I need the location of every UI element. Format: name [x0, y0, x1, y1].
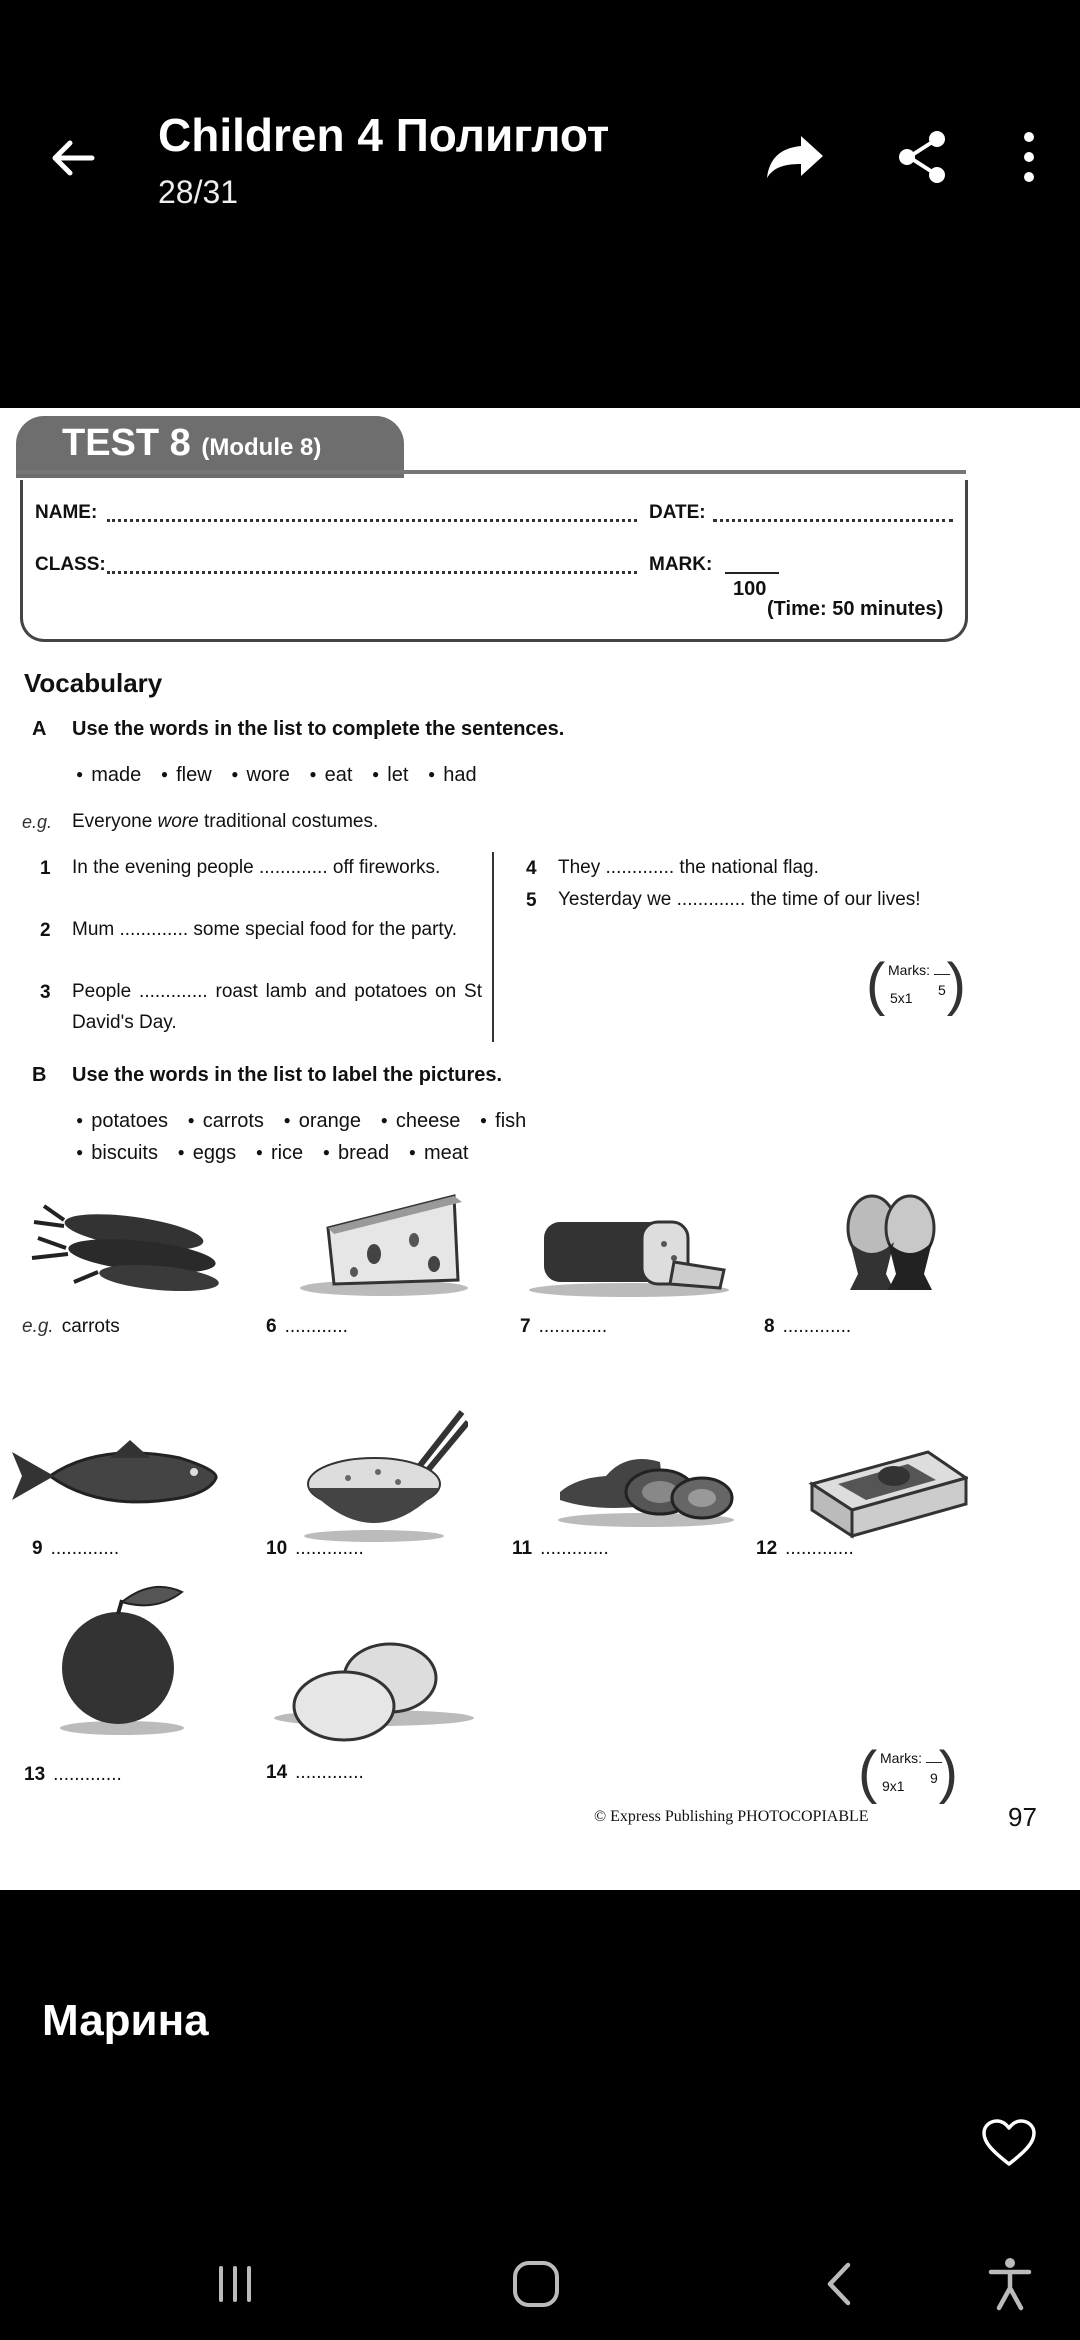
section-heading: Vocabulary — [24, 668, 163, 698]
potatoes-picture — [264, 1638, 474, 1748]
test-number: TEST 8 — [62, 422, 191, 464]
time-note: (Time: 50 minutes) — [767, 598, 944, 620]
picture-label — [756, 1538, 854, 1560]
task-a-letter: A — [32, 718, 47, 740]
forward-button[interactable] — [760, 122, 830, 192]
mark-line — [725, 572, 779, 574]
label-answer: ............. — [295, 1762, 364, 1783]
label-number: 6 — [266, 1316, 277, 1337]
word-item: ● bread — [323, 1142, 389, 1164]
marks-total: 9 — [930, 1770, 938, 1786]
system-navigation-bar — [0, 2220, 1080, 2340]
label-number: 8 — [764, 1316, 775, 1337]
picture-label — [266, 1762, 364, 1784]
task-b-word-list-row1 — [76, 1110, 540, 1133]
task-b-marks — [858, 1740, 958, 1808]
accessibility-button[interactable] — [970, 2244, 1050, 2324]
home-icon — [510, 2258, 562, 2310]
picture-label — [32, 1538, 119, 1560]
carrots-picture — [24, 1198, 234, 1294]
label-number: 11 — [512, 1538, 533, 1559]
label-answer: ............. — [785, 1538, 854, 1559]
label-answer: ............. — [50, 1538, 120, 1559]
sentence-number: 3 — [40, 982, 51, 1003]
sentence-number: 5 — [526, 890, 537, 911]
heart-icon — [981, 2118, 1037, 2168]
picture-label — [512, 1538, 609, 1560]
biscuits-picture — [808, 1444, 968, 1540]
label-number: 10 — [266, 1538, 288, 1559]
label-number: 12 — [756, 1538, 778, 1559]
example-sentence: Everyone wore traditional costumes. — [72, 811, 379, 832]
task-b-letter: B — [32, 1064, 47, 1086]
paren-left: ( — [858, 1740, 878, 1805]
label-number: 9 — [32, 1538, 43, 1559]
sentence-text: They ............. the national flag. — [558, 857, 819, 878]
bread-picture — [524, 1204, 734, 1300]
word-item: ● orange — [283, 1110, 361, 1132]
picture-label — [22, 1316, 120, 1338]
meat-picture — [556, 1448, 736, 1528]
share-icon — [895, 129, 951, 185]
forward-arrow-icon — [763, 132, 827, 182]
label-answer: ............. — [782, 1316, 852, 1337]
word-item: ● eggs — [178, 1142, 237, 1164]
orange-picture — [56, 1578, 196, 1738]
word-item: ● eat — [309, 764, 352, 786]
paren-right: ) — [946, 952, 966, 1017]
back-button[interactable] — [40, 125, 106, 191]
label-number: 7 — [520, 1316, 531, 1337]
column-divider — [492, 852, 494, 1042]
marks-total: 5 — [938, 982, 946, 998]
class-line — [107, 570, 637, 574]
word-item: ● meat — [409, 1142, 469, 1164]
eggs-picture — [838, 1194, 948, 1298]
label-number: 13 — [24, 1764, 46, 1785]
page-counter: 28/31 — [158, 174, 239, 210]
label-answer: ............. — [540, 1538, 609, 1559]
picture-label — [24, 1764, 122, 1786]
picture-label — [266, 1316, 348, 1338]
rice-picture — [298, 1408, 468, 1544]
date-line — [713, 518, 953, 522]
word-item: ● potatoes — [76, 1110, 168, 1132]
sentence-number: 1 — [40, 858, 51, 879]
word-item: ● cheese — [381, 1110, 461, 1132]
sentence-text: Mum ............. some special food for the party. — [72, 919, 458, 940]
worksheet — [0, 408, 1080, 1890]
task-a-instruction: Use the words in the list to complete the sentences. — [72, 718, 565, 740]
mark-label: MARK: — [649, 554, 713, 575]
accessibility-icon — [987, 2256, 1033, 2312]
like-button[interactable] — [978, 2112, 1040, 2174]
name-line — [107, 518, 637, 522]
name-label: NAME: — [35, 502, 98, 523]
label-number: 14 — [266, 1762, 288, 1783]
task-b-word-list-row2 — [76, 1142, 482, 1165]
word-item: ● fish — [480, 1110, 526, 1132]
paren-left: ( — [866, 952, 886, 1017]
sentence-number: 2 — [40, 920, 51, 941]
label-answer: ............. — [53, 1764, 122, 1785]
task-b-instruction: Use the words in the list to label the pictures. — [72, 1064, 503, 1086]
marks-label: Marks: — [880, 1750, 922, 1766]
home-button[interactable] — [496, 2244, 576, 2324]
word-item: ● made — [76, 764, 141, 786]
recent-apps-button[interactable] — [195, 2244, 275, 2324]
marks-label: Marks: — [888, 962, 930, 978]
more-options-button[interactable] — [994, 122, 1064, 192]
label-answer: ............. — [538, 1316, 608, 1337]
label-number: e.g. — [22, 1316, 54, 1337]
word-item: ● rice — [256, 1142, 303, 1164]
test-module: (Module 8) — [201, 434, 322, 461]
system-back-button[interactable] — [800, 2244, 880, 2324]
marks-rate: 5x1 — [890, 990, 913, 1006]
label-answer: ............ — [284, 1316, 348, 1337]
word-item: ● wore — [231, 764, 290, 786]
marks-rate: 9x1 — [882, 1778, 905, 1794]
publisher-footer: © Express Publishing PHOTOCOPIABLE — [594, 1808, 869, 1825]
word-item: ● flew — [161, 764, 212, 786]
label-answer: ............. — [295, 1538, 364, 1559]
header-divider — [16, 470, 966, 474]
author-name: Марина — [42, 1996, 209, 2045]
more-vertical-icon — [1019, 129, 1039, 185]
document-page[interactable] — [0, 408, 1080, 1890]
example-highlighted-word: wore — [157, 811, 199, 832]
sentence-number: 4 — [526, 858, 537, 879]
page-number: 97 — [1008, 1802, 1037, 1832]
mark-denominator: 100 — [733, 578, 767, 600]
sentence-text: People ............. roast lamb and potatoes on St David's Day. — [72, 981, 482, 1033]
picture-label — [520, 1316, 607, 1338]
student-info-box — [20, 480, 968, 642]
recent-apps-icon — [213, 2262, 257, 2306]
arrow-left-icon — [48, 133, 98, 183]
word-item: ● biscuits — [76, 1142, 158, 1164]
class-label: CLASS: — [35, 554, 106, 575]
task-a-word-list — [76, 764, 491, 787]
fish-picture — [10, 1436, 222, 1516]
sentence-text: Yesterday we ............. the time of our lives! — [558, 889, 921, 910]
chevron-left-icon — [822, 2259, 858, 2309]
word-item: ● carrots — [188, 1110, 264, 1132]
picture-label — [266, 1538, 364, 1560]
word-item: ● had — [428, 764, 477, 786]
share-button[interactable] — [888, 122, 958, 192]
label-answer: carrots — [61, 1316, 120, 1337]
paren-right: ) — [938, 1740, 958, 1805]
top-app-bar — [0, 0, 1080, 408]
task-a-marks — [866, 952, 966, 1020]
sentence-text: In the evening people ............. off fireworks. — [72, 857, 441, 878]
album-title: Children 4 Полиглот — [158, 109, 610, 161]
title-block — [158, 108, 609, 211]
word-item: ● let — [372, 764, 408, 786]
picture-label — [764, 1316, 851, 1338]
date-label: DATE: — [649, 502, 706, 523]
example-label: e.g. — [22, 812, 53, 832]
test-title — [62, 422, 321, 465]
cheese-picture — [294, 1188, 474, 1298]
